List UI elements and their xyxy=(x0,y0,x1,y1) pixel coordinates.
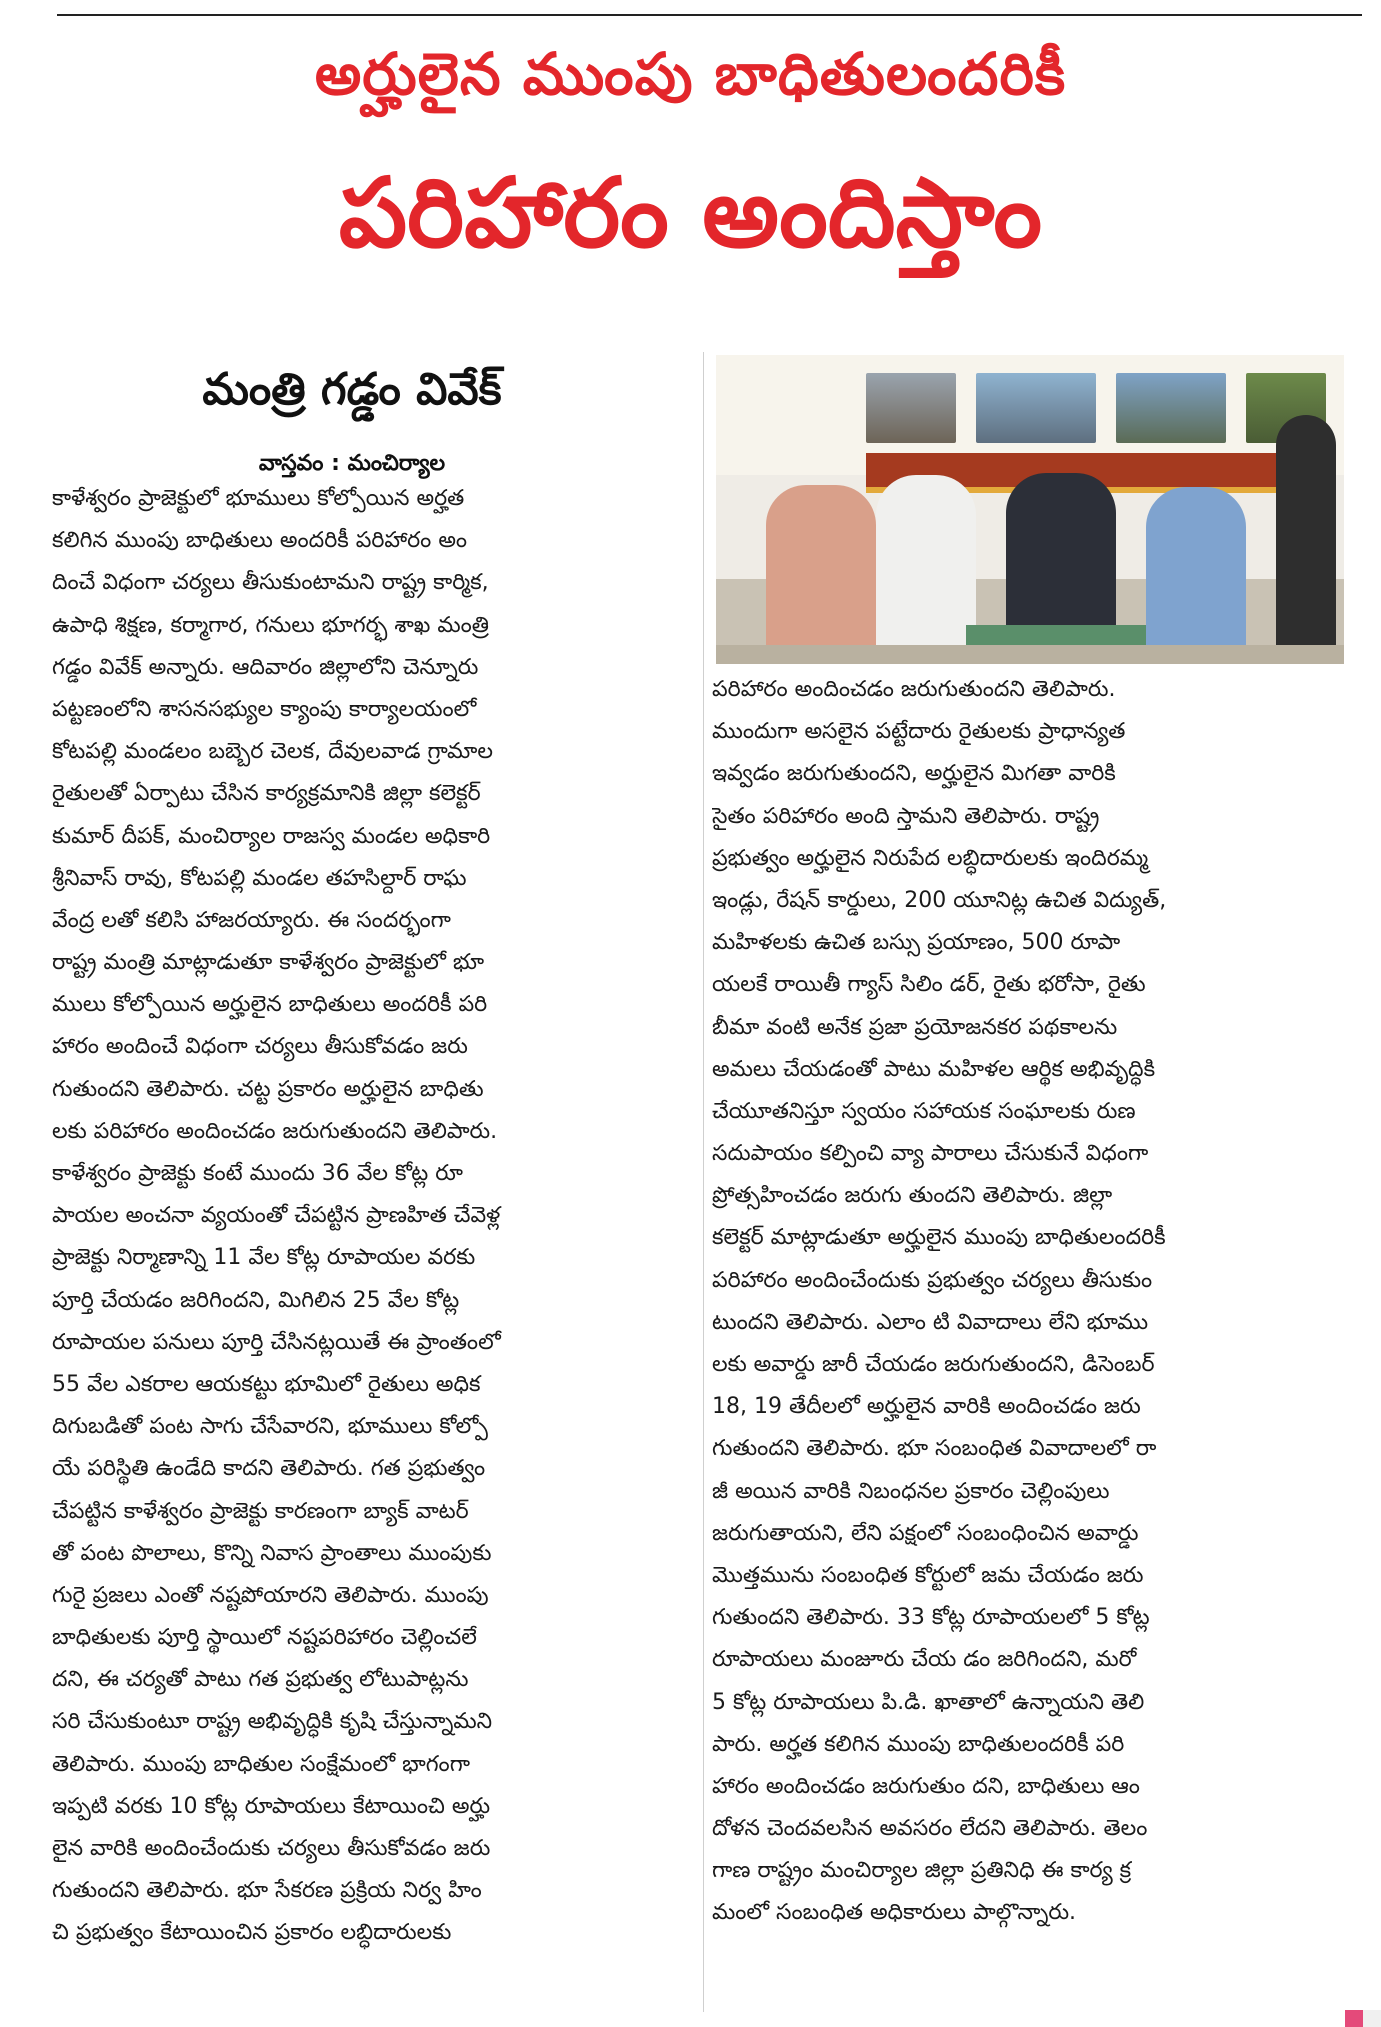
body-text-line: ముందుగా అసలైన పట్టేదారు రైతులకు ప్రాధాన్యత xyxy=(712,719,1126,745)
body-text-line: 18, 19 తేదీలలో అర్హులైన వారికి అందించడం జరు xyxy=(712,1394,1141,1420)
body-text-line: గాణ రాష్ట్రం మంచిర్యాల జిల్లా ప్రతినిధి ఈ కార్య క్ర xyxy=(712,1858,1132,1884)
column-divider xyxy=(703,352,704,2012)
body-text-line: మొత్తమును సంబంధిత కోర్టులో జమ చేయడం జరు xyxy=(712,1562,1144,1588)
body-text-line: వేంద్ర లతో కలిసి హాజరయ్యారు. ఈ సందర్భంగా xyxy=(52,907,451,933)
headline-line-1: అర్హులైన ముంపు బాధితులందరికీ xyxy=(314,40,1067,108)
body-text-line: ప్రభుత్వం అర్హులైన నిరుపేద లబ్ధిదారులకు ఇందిరమ్మ xyxy=(712,845,1149,871)
subheadline: మంత్రి గడ్డం వివేక్ xyxy=(202,364,502,415)
body-text-line: రూపాయల పనులు పూర్తి చేసినట్లయితే ఈ ప్రాంతంలో xyxy=(52,1329,501,1355)
body-text-line: జీ అయిన వారికి నిబంధనల ప్రకారం చెల్లింపులు xyxy=(712,1478,1110,1504)
body-text-line: చేపట్టిన కాళేశ్వరం ప్రాజెక్టు కారణంగా బ్యాక్ వాటర్ xyxy=(52,1498,469,1524)
body-text-line: ఇండ్లు, రేషన్ కార్డులు, 200 యూనిట్ల ఉచిత విద్యుత్, xyxy=(712,887,1167,913)
body-text-line: దోళన చెందవలసిన అవసరం లేదని తెలిపారు. తెలం xyxy=(712,1816,1148,1842)
body-text-line: సదుపాయం కల్పించి వ్యా పారాలు చేసుకునే విధంగా xyxy=(712,1141,1149,1167)
seated-person-2 xyxy=(876,475,976,660)
body-text-line: గుతుందని తెలిపారు. భూ సేకరణ ప్రక్రియ నిర్వ హిం xyxy=(52,1878,482,1904)
body-text-line: బాధితులకు పూర్తి స్థాయిలో నష్టపరిహారం చెల్లించలే xyxy=(52,1625,477,1651)
body-text-line: మహిళలకు ఉచిత బస్సు ప్రయాణం, 500 రూపా xyxy=(712,930,1121,956)
body-text-line: సరి చేసుకుంటూ రాష్ట్ర అభివృద్ధికి కృషి చేస్తున్నామని xyxy=(52,1709,493,1735)
body-text-line: ఉపాధి శిక్షణ, కర్మాగార, గనులు భూగర్భ శాఖ మంత్రి xyxy=(52,612,489,638)
news-photo xyxy=(716,355,1344,664)
body-text-line: టుందని తెలిపారు. ఎలాం టి వివాదాలు లేని భూము xyxy=(712,1309,1149,1335)
body-text-line: యే పరిస్థితి ఉండేది కాదని తెలిపారు. గత ప్రభుత్వం xyxy=(52,1456,486,1482)
body-text-line: కాళేశ్వరం ప్రాజెక్టు కంటే ముందు 36 వేల కోట్ల రూ xyxy=(52,1161,463,1186)
body-text-line: శ్రీనివాస్ రావు, కోటపల్లి మండల తహసిల్దార్ రాఘ xyxy=(52,865,467,891)
top-rule xyxy=(57,14,1362,16)
body-text-line: గుతుందని తెలిపారు. భూ సంబంధిత వివాదాలలో రా xyxy=(712,1436,1157,1462)
body-text-line: లకు పరిహారం అందించడం జరుగుతుందని తెలిపారు. xyxy=(52,1118,498,1144)
body-text-line: మంలో సంబంధిత అధికారులు పాల్గొన్నారు. xyxy=(712,1900,1077,1926)
body-text-line: కలెక్టర్ మాట్లాడుతూ అర్హులైన ముంపు బాధితులందరికీ xyxy=(712,1225,1166,1251)
body-text-line: పూర్తి చేయడం జరిగిందని, మిగిలిన 25 వేల కోట్ల xyxy=(52,1287,460,1313)
body-text-line: గుతుందని తెలిపారు. 33 కోట్ల రూపాయలలో 5 కోట్ల xyxy=(712,1605,1150,1631)
body-text-line: 55 వేల ఎకరాల ఆయకట్టు భూమిలో రైతులు అధిక xyxy=(52,1371,481,1397)
body-text-line: గుతుందని తెలిపారు. చట్ట ప్రకారం అర్హులైన బాధితు xyxy=(52,1076,484,1102)
body-text-line: ములు కోల్పోయిన అర్హులైన బాధితులు అందరికీ పరి xyxy=(52,992,488,1018)
body-text-line: దని, ఈ చర్యతో పాటు గత ప్రభుత్వ లోటుపాట్లను xyxy=(52,1667,469,1693)
body-text-line: పారు. అర్హత కలిగిన ముంపు బాధితులందరికీ పరి xyxy=(712,1731,1125,1757)
body-text-line: రాష్ట్ర మంత్రి మాట్లాడుతూ కాళేశ్వరం ప్రాజెక్టులో భూ xyxy=(52,950,485,976)
body-text-line: రూపాయలు మంజూరు చేయ డం జరిగిందని, మరో xyxy=(712,1647,1137,1673)
body-text-line: బీమా వంటి అనేక ప్రజా ప్రయోజనకర పథకాలను xyxy=(712,1014,1118,1040)
body-text-line: తో పంట పొలాలు, కొన్ని నివాస ప్రాంతాలు ముంపుకు xyxy=(52,1540,492,1566)
body-text-line: ఇవ్వడం జరుగుతుందని, అర్హులైన మిగతా వారికి xyxy=(712,761,1116,787)
headline-line-2: పరిహారం అందిస్తాం xyxy=(338,157,1043,269)
photo-floor xyxy=(716,645,1344,664)
body-text-line: 5 కోట్ల రూపాయలు పి.డి. ఖాతాలో ఉన్నాయని తెలి xyxy=(712,1689,1145,1715)
body-text-line: యలకే రాయితీ గ్యాస్ సిలిం డర్, రైతు భరోసా, రైతు xyxy=(712,972,1146,998)
body-text-line: గురై ప్రజలు ఎంతో నష్టపోయారని తెలిపారు. ముంపు xyxy=(52,1582,489,1608)
body-text-line: లకు అవార్డు జారీ చేయడం జరుగుతుందని, డిసెంబర్ xyxy=(712,1352,1155,1377)
body-text-line: అమలు చేయడంతో పాటు మహిళల ఆర్థిక అభివృద్ధికి xyxy=(712,1056,1156,1082)
body-text-line: తెలిపారు. ముంపు బాధితుల సంక్షేమంలో భాగంగా xyxy=(52,1751,470,1777)
body-text-line: హారం అందించడం జరుగుతుం దని, బాధితులు ఆం xyxy=(712,1773,1140,1799)
article-body-right-column xyxy=(712,669,1352,1935)
body-text-line: కుమార్ దీపక్, మంచిర్యాల రాజస్వ మండల అధికారి xyxy=(52,823,491,849)
banner-photo-3 xyxy=(1116,373,1226,443)
body-text-line: దిగుబడితో పంట సాగు చేసేవారని, భూములు కోల్పో xyxy=(52,1414,488,1440)
article-body-left-column xyxy=(52,478,697,1955)
body-text-line: చి ప్రభుత్వం కేటాయించిన ప్రకారం లబ్ధిదారులకు xyxy=(52,1920,452,1946)
body-text-line: ప్రోత్సహించడం జరుగు తుందని తెలిపారు. జిల్లా xyxy=(712,1183,1113,1209)
body-text-line: పట్టణంలోని శాసనసభ్యుల క్యాంపు కార్యాలయంలో xyxy=(52,696,477,722)
body-text-line: సైతం పరిహారం అంది స్తామని తెలిపారు. రాష్ట్ర xyxy=(712,803,1100,829)
body-text-line: ఇప్పటి వరకు 10 కోట్ల రూపాయలు కేటాయించి అర్హు xyxy=(52,1793,491,1819)
body-text-line: పరిహారం అందించేందుకు ప్రభుత్వం చర్యలు తీసుకుం xyxy=(712,1267,1153,1293)
body-text-line: ప్రాజెక్టు నిర్మాణాన్ని 11 వేల కోట్ల రూపాయల వరకు xyxy=(52,1245,476,1271)
body-text-line: దించే విధంగా చర్యలు తీసుకుంటామని రాష్ట్ర కార్మిక, xyxy=(52,570,489,596)
body-text-line: పరిహారం అందించడం జరుగుతుందని తెలిపారు. xyxy=(712,677,1116,702)
banner-photo-1 xyxy=(866,373,956,443)
seated-person-speaker xyxy=(1146,487,1246,657)
body-text-line: పాయల అంచనా వ్యయంతో చేపట్టిన ప్రాణహిత చేవెళ్ల xyxy=(52,1203,501,1229)
banner-photo-2 xyxy=(976,373,1096,443)
body-text-line: చేయూతనిస్తూ స్వయం సహాయక సంఘాలకు రుణ xyxy=(712,1098,1136,1124)
body-text-line: గడ్డం వివేక్ అన్నారు. ఆదివారం జిల్లాలోని చెన్నూరు xyxy=(52,654,479,680)
body-text-line: కాళేశ్వరం ప్రాజెక్టులో భూములు కోల్పోయిన అర్హత xyxy=(52,486,465,511)
body-text-line: లైన వారికి అందించేందుకు చర్యలు తీసుకోవడం జరు xyxy=(52,1836,491,1861)
seated-person-1 xyxy=(766,485,876,655)
body-text-line: రైతులతో ఏర్పాటు చేసిన కార్యక్రమానికి జిల్లా కలెక్టర్ xyxy=(52,781,481,807)
body-text-line: కలిగిన ముంపు బాధితులు అందరికీ పరిహారం అం xyxy=(52,528,468,554)
dateline: వాస్తవం : మంచిర్యాల xyxy=(258,451,446,476)
page-corner-marker xyxy=(1345,2010,1381,2027)
standing-person xyxy=(1276,415,1336,660)
body-text-line: హారం అందించే విధంగా చర్యలు తీసుకోవడం జరు xyxy=(52,1034,468,1060)
body-text-line: కోటపల్లి మండలం బబ్బెర చెలక, దేవులవాడ గ్రామాల xyxy=(52,739,493,765)
body-text-line: జరుగుతాయని, లేని పక్షంలో సంబంధించిన అవార్డు xyxy=(712,1520,1139,1546)
